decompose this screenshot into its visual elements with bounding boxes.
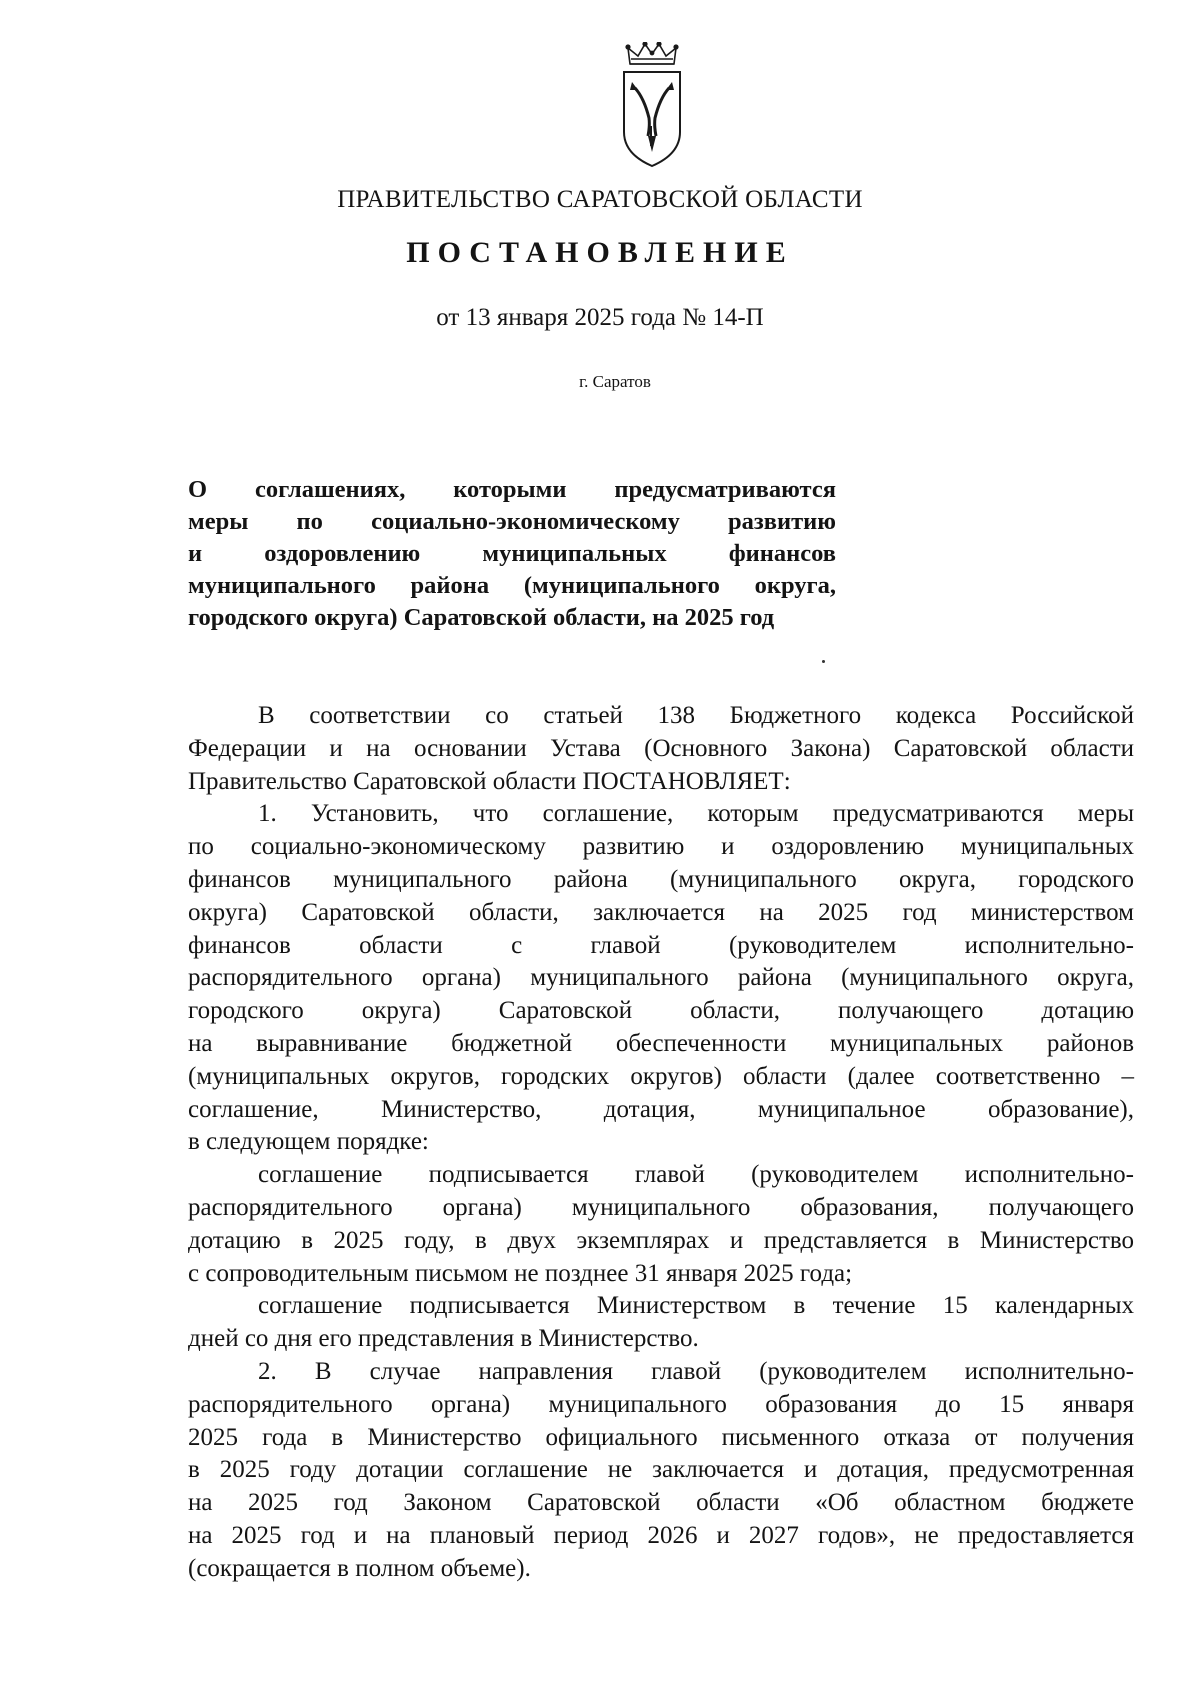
subject-line: и оздоровлению муниципальных финансов [188, 540, 836, 567]
body-line: с сопроводительным письмом не позднее 31 января 2025 года; [188, 1259, 853, 1287]
body-line: финансов муниципального района (муниципального округа, городского [188, 865, 1134, 893]
body-line: соглашение подписывается Министерством в течение 15 календарных [258, 1292, 1134, 1320]
body-line: в 2025 году дотации соглашение не заключается и дотация, предусмотренная [188, 1456, 1134, 1484]
body-line: 2025 года в Министерство официального письменного отказа от получения [188, 1423, 1134, 1451]
subject-line: О соглашениях, которыми предусматриваются [188, 476, 836, 503]
body-line: (сокращается в полном объеме). [188, 1554, 531, 1582]
body-line: распорядительного органа) муниципального образования, получающего [188, 1193, 1134, 1221]
body-line: распорядительного органа) муниципального района (муниципального округа, [188, 964, 1134, 992]
government-title: ПРАВИТЕЛЬСТВО САРАТОВСКОЙ ОБЛАСТИ [337, 186, 863, 213]
scan-speck [822, 660, 825, 663]
body-line: распорядительного органа) муниципального образования до 15 января [188, 1390, 1134, 1418]
body-line: на 2025 год и на плановый период 2026 и 2027 годов», не предоставляется [188, 1521, 1134, 1549]
body-line: (муниципальных округов, городских округов) области (далее соответственно – [188, 1062, 1134, 1090]
body-line: городского округа) Саратовской области, получающего дотацию [188, 997, 1134, 1025]
document-date-number: от 13 января 2025 года № 14-П [436, 304, 764, 331]
subject-line: муниципального района (муниципального округа, [188, 572, 836, 599]
document-subject [188, 474, 836, 634]
body-line: на выравнивание бюджетной обеспеченности муниципальных районов [188, 1029, 1134, 1057]
body-line: 1. Установить, что соглашение, которым предусматриваются меры [258, 800, 1134, 828]
body-line: Федерации и на основании Устава (Основного Закона) Саратовской области [188, 734, 1134, 762]
subject-line: городского округа) Саратовской области, на 2025 год [188, 604, 775, 631]
coat-of-arms-icon [618, 42, 686, 170]
body-line: финансов области с главой (руководителем исполнительно- [188, 931, 1134, 959]
body-line: в следующем порядке: [188, 1128, 429, 1156]
document-body [188, 700, 1134, 1586]
body-line: по социально-экономическому развитию и оздоровлению муниципальных [188, 833, 1134, 861]
body-line: соглашение, Министерство, дотация, муниципальное образование), [188, 1095, 1134, 1123]
body-line: округа) Саратовской области, заключается на 2025 год министерством [188, 898, 1134, 926]
body-line: 2. В случае направления главой (руководителем исполнительно- [258, 1357, 1134, 1385]
body-line: Правительство Саратовской области ПОСТАНОВЛЯЕТ: [188, 767, 791, 795]
body-line: В соответствии со статьей 138 Бюджетного кодекса Российской [258, 702, 1134, 729]
document-type: ПОСТАНОВЛЕНИЕ [406, 236, 794, 269]
document-city: г. Саратов [579, 372, 651, 391]
body-line: дней со дня его представления в Министерство. [188, 1325, 699, 1353]
body-line: соглашение подписывается главой (руководителем исполнительно- [258, 1161, 1134, 1189]
body-line: на 2025 год Законом Саратовской области «Об областном бюджете [188, 1489, 1134, 1517]
body-line: дотацию в 2025 году, в двух экземплярах и представляется в Министерство [188, 1226, 1134, 1254]
subject-line: меры по социально-экономическому развитию [188, 508, 836, 535]
